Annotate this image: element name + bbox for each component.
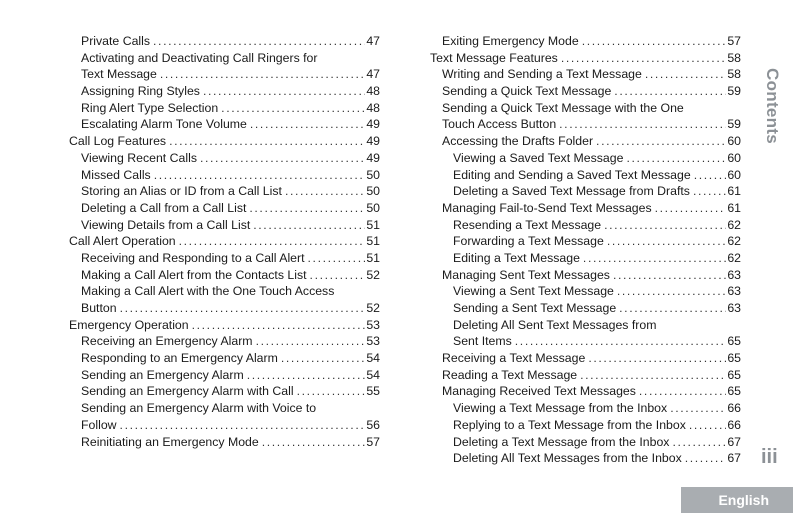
dot-leader — [614, 83, 726, 100]
dot-leader — [689, 417, 726, 434]
toc-entry[interactable] — [430, 383, 741, 400]
toc-right-column — [430, 33, 741, 467]
toc-entry-page: 60 — [727, 134, 741, 149]
toc-entry-page: 61 — [727, 200, 741, 215]
toc-entry[interactable] — [430, 300, 741, 317]
dot-leader — [262, 434, 366, 451]
toc-entry-title: Sending an Emergency Alarm — [81, 367, 244, 382]
toc-entry-page: 57 — [366, 434, 380, 449]
toc-entry-title: Viewing Details from a Call List — [81, 217, 251, 232]
toc-entry-title: Accessing the Drafts Folder — [442, 134, 594, 149]
dot-leader — [203, 83, 365, 100]
toc-entry[interactable] — [430, 100, 741, 117]
toc-entry-title: Storing an Alias or ID from a Call List — [81, 184, 282, 199]
toc-entry[interactable] — [430, 133, 741, 150]
toc-entry[interactable] — [430, 417, 741, 434]
toc-entry[interactable] — [69, 200, 380, 217]
toc-entry[interactable] — [430, 250, 741, 267]
toc-entry-title: Deleting a Text Message from the Inbox — [453, 434, 670, 449]
dot-leader — [559, 116, 726, 133]
dot-leader — [588, 350, 726, 367]
toc-entry[interactable] — [69, 267, 380, 284]
toc-entry-title: Exiting Emergency Mode — [442, 34, 579, 48]
toc-entry-title: Responding to an Emergency Alarm — [81, 351, 278, 366]
toc-entry[interactable] — [69, 417, 380, 434]
toc-entry[interactable] — [69, 434, 380, 451]
dot-leader — [515, 333, 727, 350]
toc-entry-page: 66 — [727, 401, 741, 416]
dot-leader — [310, 267, 366, 284]
dot-leader — [120, 300, 366, 317]
toc-entry-title: Sending an Emergency Alarm with Call — [81, 384, 294, 399]
toc-entry-title: Reading a Text Message — [442, 367, 578, 382]
toc-entry-title: Touch Access Button — [442, 117, 557, 132]
dot-leader — [670, 400, 726, 417]
toc-entry[interactable] — [69, 150, 380, 167]
language-label: English — [718, 492, 769, 508]
toc-entry-title: Call Log Features — [69, 134, 167, 149]
toc-entry-page: 60 — [727, 150, 741, 165]
dot-leader — [619, 300, 726, 317]
dot-leader — [645, 66, 726, 83]
toc-entry-title: Making a Call Alert from the Contacts List — [81, 267, 307, 282]
toc-entry[interactable] — [69, 167, 380, 184]
toc-entry-title: Deleting a Call from a Call List — [81, 200, 247, 215]
toc-entry-title: Managing Sent Text Messages — [442, 267, 610, 282]
toc-entry-page: 53 — [366, 334, 380, 349]
toc-entry[interactable] — [69, 83, 380, 100]
dot-leader — [604, 217, 726, 234]
toc-entry[interactable] — [430, 350, 741, 367]
dot-leader — [154, 167, 366, 184]
toc-entry-title: Receiving and Responding to a Call Alert — [81, 250, 305, 265]
toc-entry[interactable] — [69, 350, 380, 367]
dot-leader — [169, 133, 365, 150]
dot-leader — [200, 150, 365, 167]
toc-entry[interactable] — [430, 167, 741, 184]
page-number: iii — [761, 446, 778, 468]
dot-leader — [153, 33, 365, 50]
toc-entry[interactable] — [430, 283, 741, 300]
toc-entry[interactable] — [69, 233, 380, 250]
toc-entry-title: Private Calls — [81, 34, 151, 48]
toc-entry[interactable] — [69, 217, 380, 234]
toc-entry-title: Replying to a Text Message from the Inbox — [453, 417, 686, 432]
toc-entry-title: Sending a Sent Text Message — [453, 301, 617, 315]
toc-entry[interactable] — [430, 434, 741, 451]
dot-leader — [308, 250, 366, 267]
dot-leader — [249, 200, 365, 217]
toc-entry-title: Viewing a Saved Text Message — [453, 150, 624, 165]
dot-leader — [120, 417, 366, 434]
toc-entry-page: 54 — [366, 367, 380, 382]
toc-entry-page: 51 — [366, 234, 380, 249]
dot-leader — [596, 133, 726, 150]
toc-entry-title: Sending a Quick Text Message — [442, 84, 612, 99]
toc-entry-page: 63 — [727, 301, 741, 315]
dot-leader — [247, 367, 366, 384]
dot-leader — [561, 50, 727, 67]
toc-entry-page: 51 — [366, 217, 380, 232]
toc-entry-page: 57 — [727, 34, 741, 48]
toc-entry-title: Follow — [81, 417, 117, 432]
dot-leader — [160, 66, 365, 83]
toc-entry[interactable] — [430, 33, 741, 50]
language-tab — [681, 487, 793, 513]
dot-leader — [694, 167, 727, 184]
toc-entry[interactable] — [69, 100, 380, 117]
toc-entry[interactable] — [69, 183, 380, 200]
toc-entry[interactable] — [430, 400, 741, 417]
toc-entry[interactable] — [430, 267, 741, 284]
toc-entry-page: 62 — [727, 217, 741, 232]
toc-entry-title: Viewing a Text Message from the Inbox — [453, 401, 668, 416]
toc-entry-title: Viewing a Sent Text Message — [453, 284, 614, 299]
toc-entry[interactable] — [69, 333, 380, 350]
toc-entry-title: Sending an Emergency Alarm with Voice to — [81, 401, 317, 416]
dot-leader — [583, 250, 726, 267]
toc-entry-title: Managing Received Text Messages — [442, 384, 636, 399]
dot-leader — [626, 150, 726, 167]
toc-entry-title: Escalating Alarm Tone Volume — [81, 117, 247, 132]
toc-entry-page: 50 — [366, 200, 380, 215]
toc-entry-title: Assigning Ring Styles — [81, 84, 200, 99]
toc-entry[interactable] — [430, 317, 741, 334]
dot-leader — [655, 200, 727, 217]
toc-entry-page: 50 — [366, 167, 380, 182]
toc-entry-title: Ring Alert Type Selection — [81, 100, 219, 115]
toc-entry-title: Deleting a Saved Text Message from Drafts — [453, 184, 690, 199]
toc-entry[interactable] — [69, 33, 380, 50]
toc-entry[interactable] — [69, 283, 380, 300]
toc-entry[interactable] — [69, 300, 380, 317]
toc-entry[interactable] — [430, 116, 741, 133]
dot-leader — [281, 350, 365, 367]
toc-entry-page: 63 — [727, 284, 741, 299]
toc-entry-title: Activating and Deactivating Call Ringers for — [81, 50, 318, 65]
toc-entry[interactable] — [430, 217, 741, 234]
toc-entry-page: 50 — [366, 184, 380, 199]
toc-entry-page: 65 — [727, 351, 741, 366]
dot-leader — [297, 383, 366, 400]
toc-entry-page: 65 — [727, 367, 741, 382]
toc-entry-title: Sent Items — [453, 334, 512, 349]
toc-entry-page: 48 — [366, 84, 380, 99]
toc-entry[interactable] — [430, 367, 741, 384]
toc-entry-page: 65 — [727, 384, 741, 399]
toc-entry[interactable] — [430, 66, 741, 83]
toc-entry-title: Making a Call Alert with the One Touch Access — [81, 284, 335, 299]
toc-entry-title: Resending a Text Message — [453, 217, 602, 232]
dot-leader — [256, 333, 366, 350]
toc-entry-page: 56 — [366, 417, 380, 432]
toc-entry-title: Missed Calls — [81, 167, 151, 182]
toc-entry-title: Viewing Recent Calls — [81, 150, 197, 165]
dot-leader — [607, 233, 726, 250]
dot-leader — [693, 183, 726, 200]
toc-entry[interactable] — [69, 317, 380, 334]
dot-leader — [250, 116, 365, 133]
toc-entry[interactable] — [69, 116, 380, 133]
toc-entry[interactable] — [430, 83, 741, 100]
toc-entry-title: Receiving a Text Message — [442, 351, 586, 366]
toc-entry-title: Deleting All Sent Text Messages from — [453, 317, 657, 332]
toc-entry[interactable] — [430, 200, 741, 217]
dot-leader — [617, 283, 726, 300]
toc-entry-title: Text Message Features — [430, 50, 558, 65]
toc-entry[interactable] — [69, 66, 380, 83]
toc-entry[interactable] — [430, 150, 741, 167]
toc-entry-page: 55 — [366, 384, 380, 399]
toc-entry-page: 51 — [366, 250, 380, 265]
toc-entry-page: 63 — [727, 267, 741, 282]
toc-entry-page: 58 — [727, 67, 741, 82]
toc-entry-page: 60 — [727, 167, 741, 182]
dot-leader — [613, 267, 726, 284]
toc-entry-title: Writing and Sending a Text Message — [442, 67, 642, 82]
toc-entry-title: Sending a Quick Text Message with the One — [442, 100, 684, 115]
toc-entry[interactable] — [69, 367, 380, 384]
toc-entry-page: 67 — [727, 434, 741, 449]
toc-entry-title: Forwarding a Text Message — [453, 234, 604, 249]
toc-entry-page: 59 — [727, 84, 741, 99]
toc-entry-title: Receiving an Emergency Alarm — [81, 334, 253, 349]
toc-entry-page: 59 — [727, 117, 741, 132]
toc-entry-title: Editing a Text Message — [453, 250, 580, 265]
dot-leader — [582, 33, 727, 50]
toc-entry-title: Editing and Sending a Saved Text Message — [453, 167, 691, 182]
toc-entry[interactable] — [430, 333, 741, 350]
dot-leader — [672, 434, 726, 451]
toc-entry-page: 66 — [727, 417, 741, 432]
dot-leader — [580, 367, 726, 384]
dot-leader — [221, 100, 365, 117]
toc-entry-page: 67 — [727, 451, 741, 466]
toc-entry-title: Reinitiating an Emergency Mode — [81, 434, 259, 449]
section-tab-contents: Contents — [763, 68, 782, 145]
toc-entry-title: Emergency Operation — [69, 317, 189, 332]
toc-entry-page: 62 — [727, 250, 741, 265]
toc-entry-page: 49 — [366, 134, 380, 149]
toc-entry-page: 47 — [366, 67, 380, 82]
toc-entry-title: Text Message — [81, 67, 157, 82]
toc-entry[interactable] — [430, 50, 741, 67]
dot-leader — [639, 383, 726, 400]
toc-entry-page: 53 — [366, 317, 380, 332]
toc-entry-page: 62 — [727, 234, 741, 249]
toc-entry[interactable] — [430, 450, 741, 467]
toc-left-column — [69, 33, 380, 450]
toc-entry[interactable] — [69, 383, 380, 400]
toc-entry[interactable] — [430, 183, 741, 200]
toc-entry-page: 54 — [366, 351, 380, 366]
toc-entry-page: 48 — [366, 100, 380, 115]
toc-entry-page: 61 — [727, 184, 741, 199]
toc-entry-title: Button — [81, 301, 117, 315]
toc-entry[interactable] — [69, 133, 380, 150]
toc-entry-page: 52 — [366, 267, 380, 282]
toc-entry[interactable] — [69, 400, 380, 417]
toc-entry[interactable] — [69, 50, 380, 67]
dot-leader — [285, 183, 365, 200]
toc-entry-title: Call Alert Operation — [69, 234, 176, 249]
toc-entry-page: 49 — [366, 117, 380, 132]
toc-entry-title: Deleting All Text Messages from the Inbox — [453, 451, 682, 466]
toc-entry-page: 52 — [366, 301, 380, 315]
dot-leader — [253, 217, 365, 234]
dot-leader — [685, 450, 727, 467]
toc-entry-title: Managing Fail-to-Send Text Messages — [442, 200, 652, 215]
dot-leader — [179, 233, 366, 250]
toc-entry[interactable] — [69, 250, 380, 267]
toc-entry-page: 47 — [366, 34, 380, 48]
toc-entry-page: 58 — [727, 50, 741, 65]
toc-entry[interactable] — [430, 233, 741, 250]
toc-entry-page: 65 — [727, 334, 741, 349]
dot-leader — [192, 317, 366, 334]
toc-entry-page: 49 — [366, 150, 380, 165]
